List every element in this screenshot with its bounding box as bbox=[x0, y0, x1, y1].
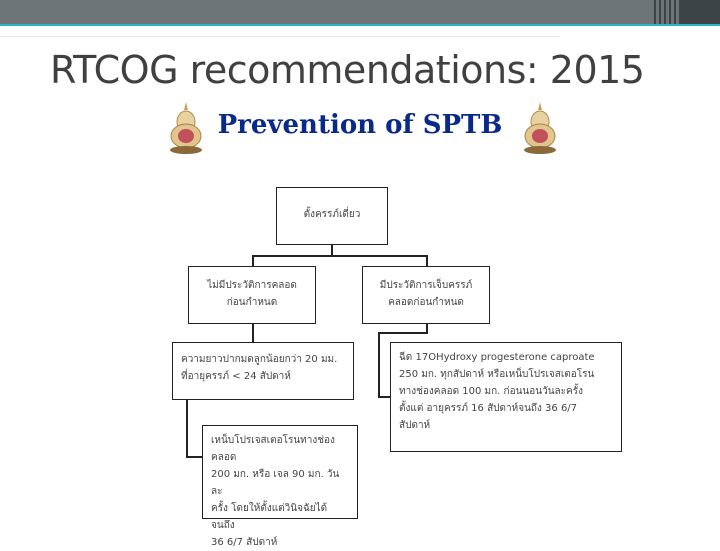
node-line: สัปดาห์ bbox=[399, 420, 431, 431]
connector bbox=[186, 456, 202, 458]
connector bbox=[186, 400, 188, 458]
node-line: 200 มก. หรือ เจล 90 มก. วันละ bbox=[211, 469, 340, 497]
left-treatment-node bbox=[202, 425, 358, 548]
root-node bbox=[276, 187, 388, 245]
connector bbox=[252, 255, 254, 266]
decor-block bbox=[680, 0, 720, 24]
decor-stripes bbox=[654, 0, 680, 24]
connector bbox=[378, 396, 390, 398]
node-line: มีประวัติการเจ็บครรภ์ bbox=[379, 280, 473, 291]
node-line: ฉีด 17OHydroxy progesterone caproate bbox=[399, 352, 595, 363]
connector bbox=[378, 332, 380, 398]
connector bbox=[426, 324, 428, 332]
node-line: เหน็บโปรเจสเตอโรนทางช่องคลอด bbox=[211, 435, 335, 463]
royal-crest-icon bbox=[522, 100, 558, 156]
connector bbox=[378, 332, 428, 334]
node-line: ตั้งแต่ อายุครรภ์ 16 สัปดาห์จนถึง 36 6/7 bbox=[399, 403, 578, 414]
connector bbox=[426, 255, 428, 266]
slide-subtitle: Prevention of SPTB bbox=[217, 110, 503, 140]
node-line: ความยาวปากมดลูกน้อยกว่า 20 มม. bbox=[181, 354, 338, 365]
cervical-length-node bbox=[172, 342, 354, 400]
node-line: ไม่มีประวัติการคลอด bbox=[207, 280, 297, 291]
connector bbox=[252, 324, 254, 342]
right-treatment-node bbox=[390, 342, 622, 452]
accent-line bbox=[0, 24, 720, 26]
node-line: ครั้ง โดยให้ตั้งแต่วินิจฉัยได้จนถึง bbox=[211, 503, 328, 531]
no-history-node bbox=[188, 266, 316, 324]
node-line: ก่อนกำหนด bbox=[226, 297, 278, 308]
node-line: 36 6/7 สัปดาห์ bbox=[211, 537, 278, 548]
royal-crest-icon bbox=[168, 100, 204, 156]
connector bbox=[331, 245, 333, 255]
connector bbox=[252, 255, 427, 257]
node-line: 250 มก. ทุกสัปดาห์ หรือเหน็บโปรเจสเตอโรน bbox=[399, 369, 595, 380]
root-label: ตั้งครรภ์เดี่ยว bbox=[303, 209, 361, 220]
node-line: ที่อายุครรภ์ < 24 สัปดาห์ bbox=[181, 371, 291, 382]
slide-subtitle-row bbox=[0, 110, 720, 140]
node-line: คลอดก่อนกำหนด bbox=[388, 297, 464, 308]
slide-title: RTCOG recommendations: 2015 bbox=[50, 48, 645, 92]
title-bar bbox=[0, 0, 720, 24]
divider bbox=[0, 36, 560, 37]
history-node bbox=[362, 266, 490, 324]
node-line: ทางช่องคลอด 100 มก. ก่อนนอนวันละครั้ง bbox=[399, 386, 583, 397]
